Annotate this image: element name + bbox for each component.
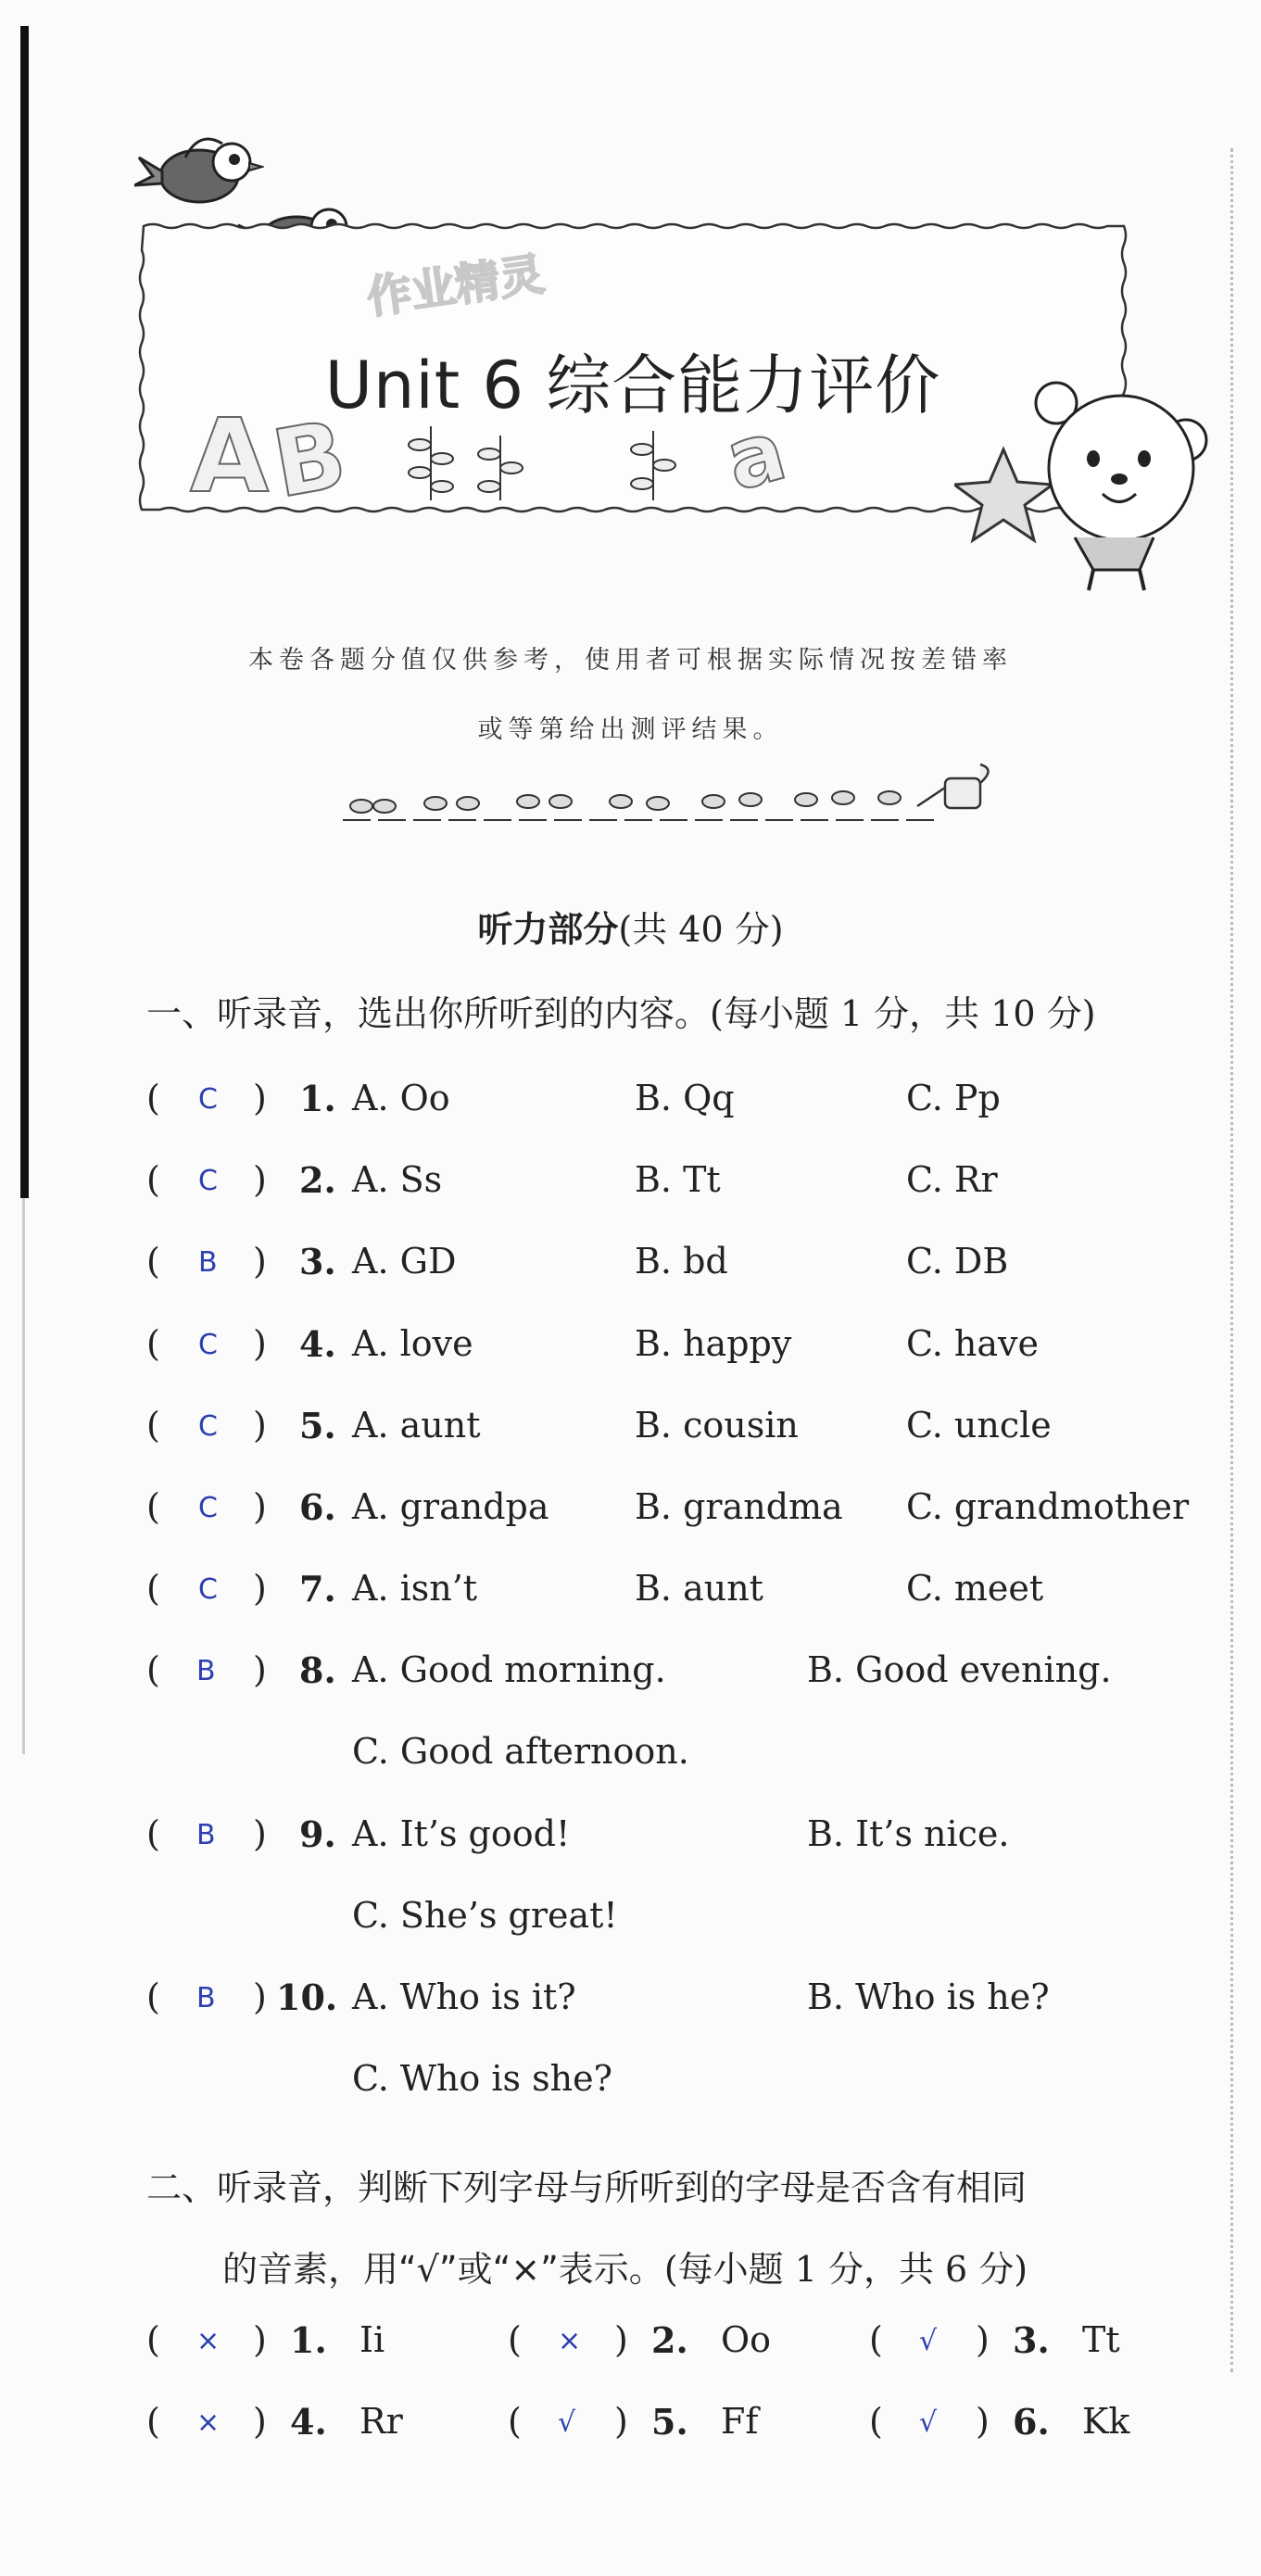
answer-paren: ( bbox=[146, 1405, 160, 1446]
judgement-item bbox=[869, 2319, 1221, 2375]
intro-note-line1: 本卷各题分值仅供参考，使用者可根据实际情况按差错率 bbox=[248, 646, 1013, 675]
judgement-item bbox=[508, 2319, 860, 2375]
question-number: 9. bbox=[299, 1813, 336, 1855]
section-title-text: 听力部分 bbox=[477, 909, 619, 950]
option-b: B. aunt bbox=[635, 1568, 763, 1609]
option-a: A. Good morning. bbox=[352, 1649, 666, 1690]
sprout-divider-illustration bbox=[343, 755, 1010, 833]
answer-mark: B bbox=[196, 1982, 216, 2014]
answer-paren: ( bbox=[508, 2319, 522, 2360]
option-c: C. meet bbox=[906, 1568, 1044, 1609]
option-a: A. Oo bbox=[352, 1078, 450, 1118]
part2-heading-text: 的音素，用“√”或“×”表示。 bbox=[222, 2249, 664, 2290]
question-row bbox=[146, 1976, 1240, 2032]
option-b: B. Tt bbox=[635, 1159, 721, 1200]
option-b: B. cousin bbox=[635, 1405, 799, 1446]
question-row bbox=[146, 1078, 1240, 1133]
option-b: B. happy bbox=[635, 1323, 792, 1364]
part1-heading-text: 一、听录音，选出你所听到的内容。 bbox=[146, 993, 711, 1034]
question-number: 5. bbox=[299, 1405, 336, 1446]
judgement-mark: √ bbox=[558, 2406, 576, 2439]
judgement-mark: √ bbox=[919, 2325, 938, 2357]
question-number: 7. bbox=[299, 1568, 336, 1610]
answer-paren: ) bbox=[253, 1078, 267, 1118]
answer-paren: ( bbox=[869, 2319, 883, 2360]
answer-paren: ) bbox=[253, 1241, 267, 1282]
answer-mark: B bbox=[198, 1246, 218, 1279]
option-b: B. Who is he? bbox=[807, 1976, 1050, 2017]
intro-note-line2: 或等第给出测评结果。 bbox=[477, 715, 784, 744]
question-row bbox=[146, 1159, 1240, 1215]
question-number: 2. bbox=[299, 1159, 336, 1201]
answer-paren: ( bbox=[146, 2401, 160, 2442]
option-a: A. Who is it? bbox=[352, 1976, 576, 2017]
answer-paren: ( bbox=[146, 1323, 160, 1364]
question-number: 4. bbox=[299, 1323, 336, 1365]
question-row bbox=[146, 1405, 1240, 1460]
answer-paren: ) bbox=[253, 1813, 267, 1854]
question-number: 6. bbox=[299, 1486, 336, 1528]
judgement-mark: × bbox=[558, 2325, 582, 2357]
page-title: Unit 6 综合能力评价 bbox=[324, 347, 941, 423]
answer-paren: ) bbox=[614, 2319, 628, 2360]
answer-paren: ) bbox=[253, 1159, 267, 1200]
answer-paren: ( bbox=[146, 1649, 160, 1690]
judgement-item bbox=[146, 2401, 498, 2456]
answer-paren: ) bbox=[253, 1649, 267, 1690]
option-b: B. It’s nice. bbox=[807, 1813, 1010, 1854]
option-a: A. grandpa bbox=[352, 1486, 549, 1527]
option-c: C. She’s great! bbox=[352, 1895, 618, 1936]
question-number: 2. bbox=[651, 2319, 688, 2361]
answer-paren: ) bbox=[976, 2401, 990, 2442]
judgement-mark: × bbox=[196, 2406, 221, 2439]
question-number: 1. bbox=[290, 2319, 327, 2361]
option-c: C. Good afternoon. bbox=[352, 1731, 689, 1772]
bear-mascot-illustration bbox=[954, 375, 1223, 601]
answer-paren: ) bbox=[976, 2319, 990, 2360]
answer-paren: ( bbox=[146, 1159, 160, 1200]
question-row bbox=[146, 1323, 1240, 1379]
answer-mark: C bbox=[198, 1410, 218, 1443]
section-title bbox=[0, 901, 1261, 952]
question-number: 3. bbox=[1013, 2319, 1050, 2361]
question-row bbox=[146, 1813, 1240, 1869]
answer-mark: C bbox=[198, 1165, 218, 1197]
answer-mark: C bbox=[198, 1329, 218, 1361]
part1-points: (每小题 1 分，共 10 分) bbox=[710, 993, 1096, 1034]
answer-paren: ) bbox=[253, 1486, 267, 1527]
answer-paren: ( bbox=[146, 1241, 160, 1282]
option-c: C. Rr bbox=[906, 1159, 998, 1200]
option-c: C. grandmother bbox=[906, 1486, 1190, 1527]
svg-text:B: B bbox=[265, 399, 354, 519]
answer-mark: C bbox=[198, 1492, 218, 1524]
letter-pair: Ff bbox=[721, 2401, 759, 2442]
part2-heading-line1: 二、听录音，判断下列字母与所听到的字母是否含有相同 bbox=[146, 2167, 1028, 2208]
answer-paren: ( bbox=[146, 1568, 160, 1609]
question-row bbox=[146, 1649, 1240, 1705]
answer-paren: ( bbox=[508, 2401, 522, 2442]
option-a: A. GD bbox=[352, 1241, 457, 1282]
option-c: C. DB bbox=[906, 1241, 1009, 1282]
part2-points: (每小题 1 分，共 6 分) bbox=[663, 2249, 1028, 2290]
option-b: B. Qq bbox=[635, 1078, 735, 1118]
answer-paren: ) bbox=[253, 1976, 267, 2017]
answer-paren: ) bbox=[253, 1405, 267, 1446]
option-b: B. bd bbox=[635, 1241, 728, 1282]
binding-edge bbox=[20, 26, 29, 1198]
svg-text:A: A bbox=[190, 397, 270, 515]
answer-mark: C bbox=[198, 1573, 218, 1606]
answer-paren: ) bbox=[253, 1568, 267, 1609]
answer-paren: ( bbox=[146, 1078, 160, 1118]
question-number: 6. bbox=[1013, 2401, 1050, 2443]
letter-pair: Oo bbox=[721, 2319, 772, 2360]
answer-paren: ) bbox=[253, 2319, 267, 2360]
question-number: 8. bbox=[299, 1649, 336, 1691]
judgement-item bbox=[508, 2401, 860, 2456]
letter-pair: Rr bbox=[359, 2401, 403, 2442]
letter-pair: Tt bbox=[1082, 2319, 1120, 2360]
question-number: 5. bbox=[651, 2401, 688, 2443]
section-points: (共 40 分) bbox=[618, 909, 784, 950]
letter-pair: Ii bbox=[359, 2319, 385, 2360]
answer-paren: ( bbox=[869, 2401, 883, 2442]
answer-paren: ) bbox=[253, 1323, 267, 1364]
option-c: C. have bbox=[906, 1323, 1039, 1364]
answer-paren: ) bbox=[614, 2401, 628, 2442]
watermark-text: 作业精灵 bbox=[363, 247, 548, 325]
answer-mark: B bbox=[196, 1819, 216, 1851]
letter-pair: Kk bbox=[1082, 2401, 1130, 2442]
answer-paren: ( bbox=[146, 2319, 160, 2360]
option-a: A. aunt bbox=[352, 1405, 481, 1446]
question-number: 4. bbox=[290, 2401, 327, 2443]
answer-mark: B bbox=[196, 1655, 216, 1687]
question-number: 1. bbox=[299, 1078, 336, 1119]
option-a: A. It’s good! bbox=[352, 1813, 571, 1854]
option-b: B. grandma bbox=[635, 1486, 843, 1527]
option-a: A. isn’t bbox=[352, 1568, 478, 1609]
answer-paren: ( bbox=[146, 1813, 160, 1854]
option-a: A. love bbox=[352, 1323, 473, 1364]
question-row-continued bbox=[146, 2058, 1240, 2114]
question-row bbox=[146, 1241, 1240, 1296]
question-row bbox=[146, 1486, 1240, 1542]
question-row-continued bbox=[146, 1895, 1240, 1951]
option-c: C. Pp bbox=[906, 1078, 1001, 1118]
answer-mark: C bbox=[198, 1083, 218, 1116]
option-a: A. Ss bbox=[352, 1159, 443, 1200]
judgement-item bbox=[146, 2319, 498, 2375]
part1-heading bbox=[146, 985, 1096, 1036]
judgement-item bbox=[869, 2401, 1221, 2456]
judgement-mark: × bbox=[196, 2325, 221, 2357]
part2-heading-line2 bbox=[222, 2241, 1028, 2292]
answer-paren: ( bbox=[146, 1486, 160, 1527]
option-c: C. uncle bbox=[906, 1405, 1052, 1446]
binding-edge-shadow bbox=[22, 1198, 25, 1754]
judgement-mark: √ bbox=[919, 2406, 938, 2439]
question-number: 3. bbox=[299, 1241, 336, 1282]
option-b: B. Good evening. bbox=[807, 1649, 1112, 1690]
question-number: 10. bbox=[276, 1976, 338, 2018]
question-row bbox=[146, 1568, 1240, 1623]
answer-paren: ( bbox=[146, 1976, 160, 2017]
svg-text:a: a bbox=[715, 401, 796, 511]
answer-paren: ) bbox=[253, 2401, 267, 2442]
option-c: C. Who is she? bbox=[352, 2058, 612, 2099]
question-row-continued bbox=[146, 1731, 1240, 1787]
